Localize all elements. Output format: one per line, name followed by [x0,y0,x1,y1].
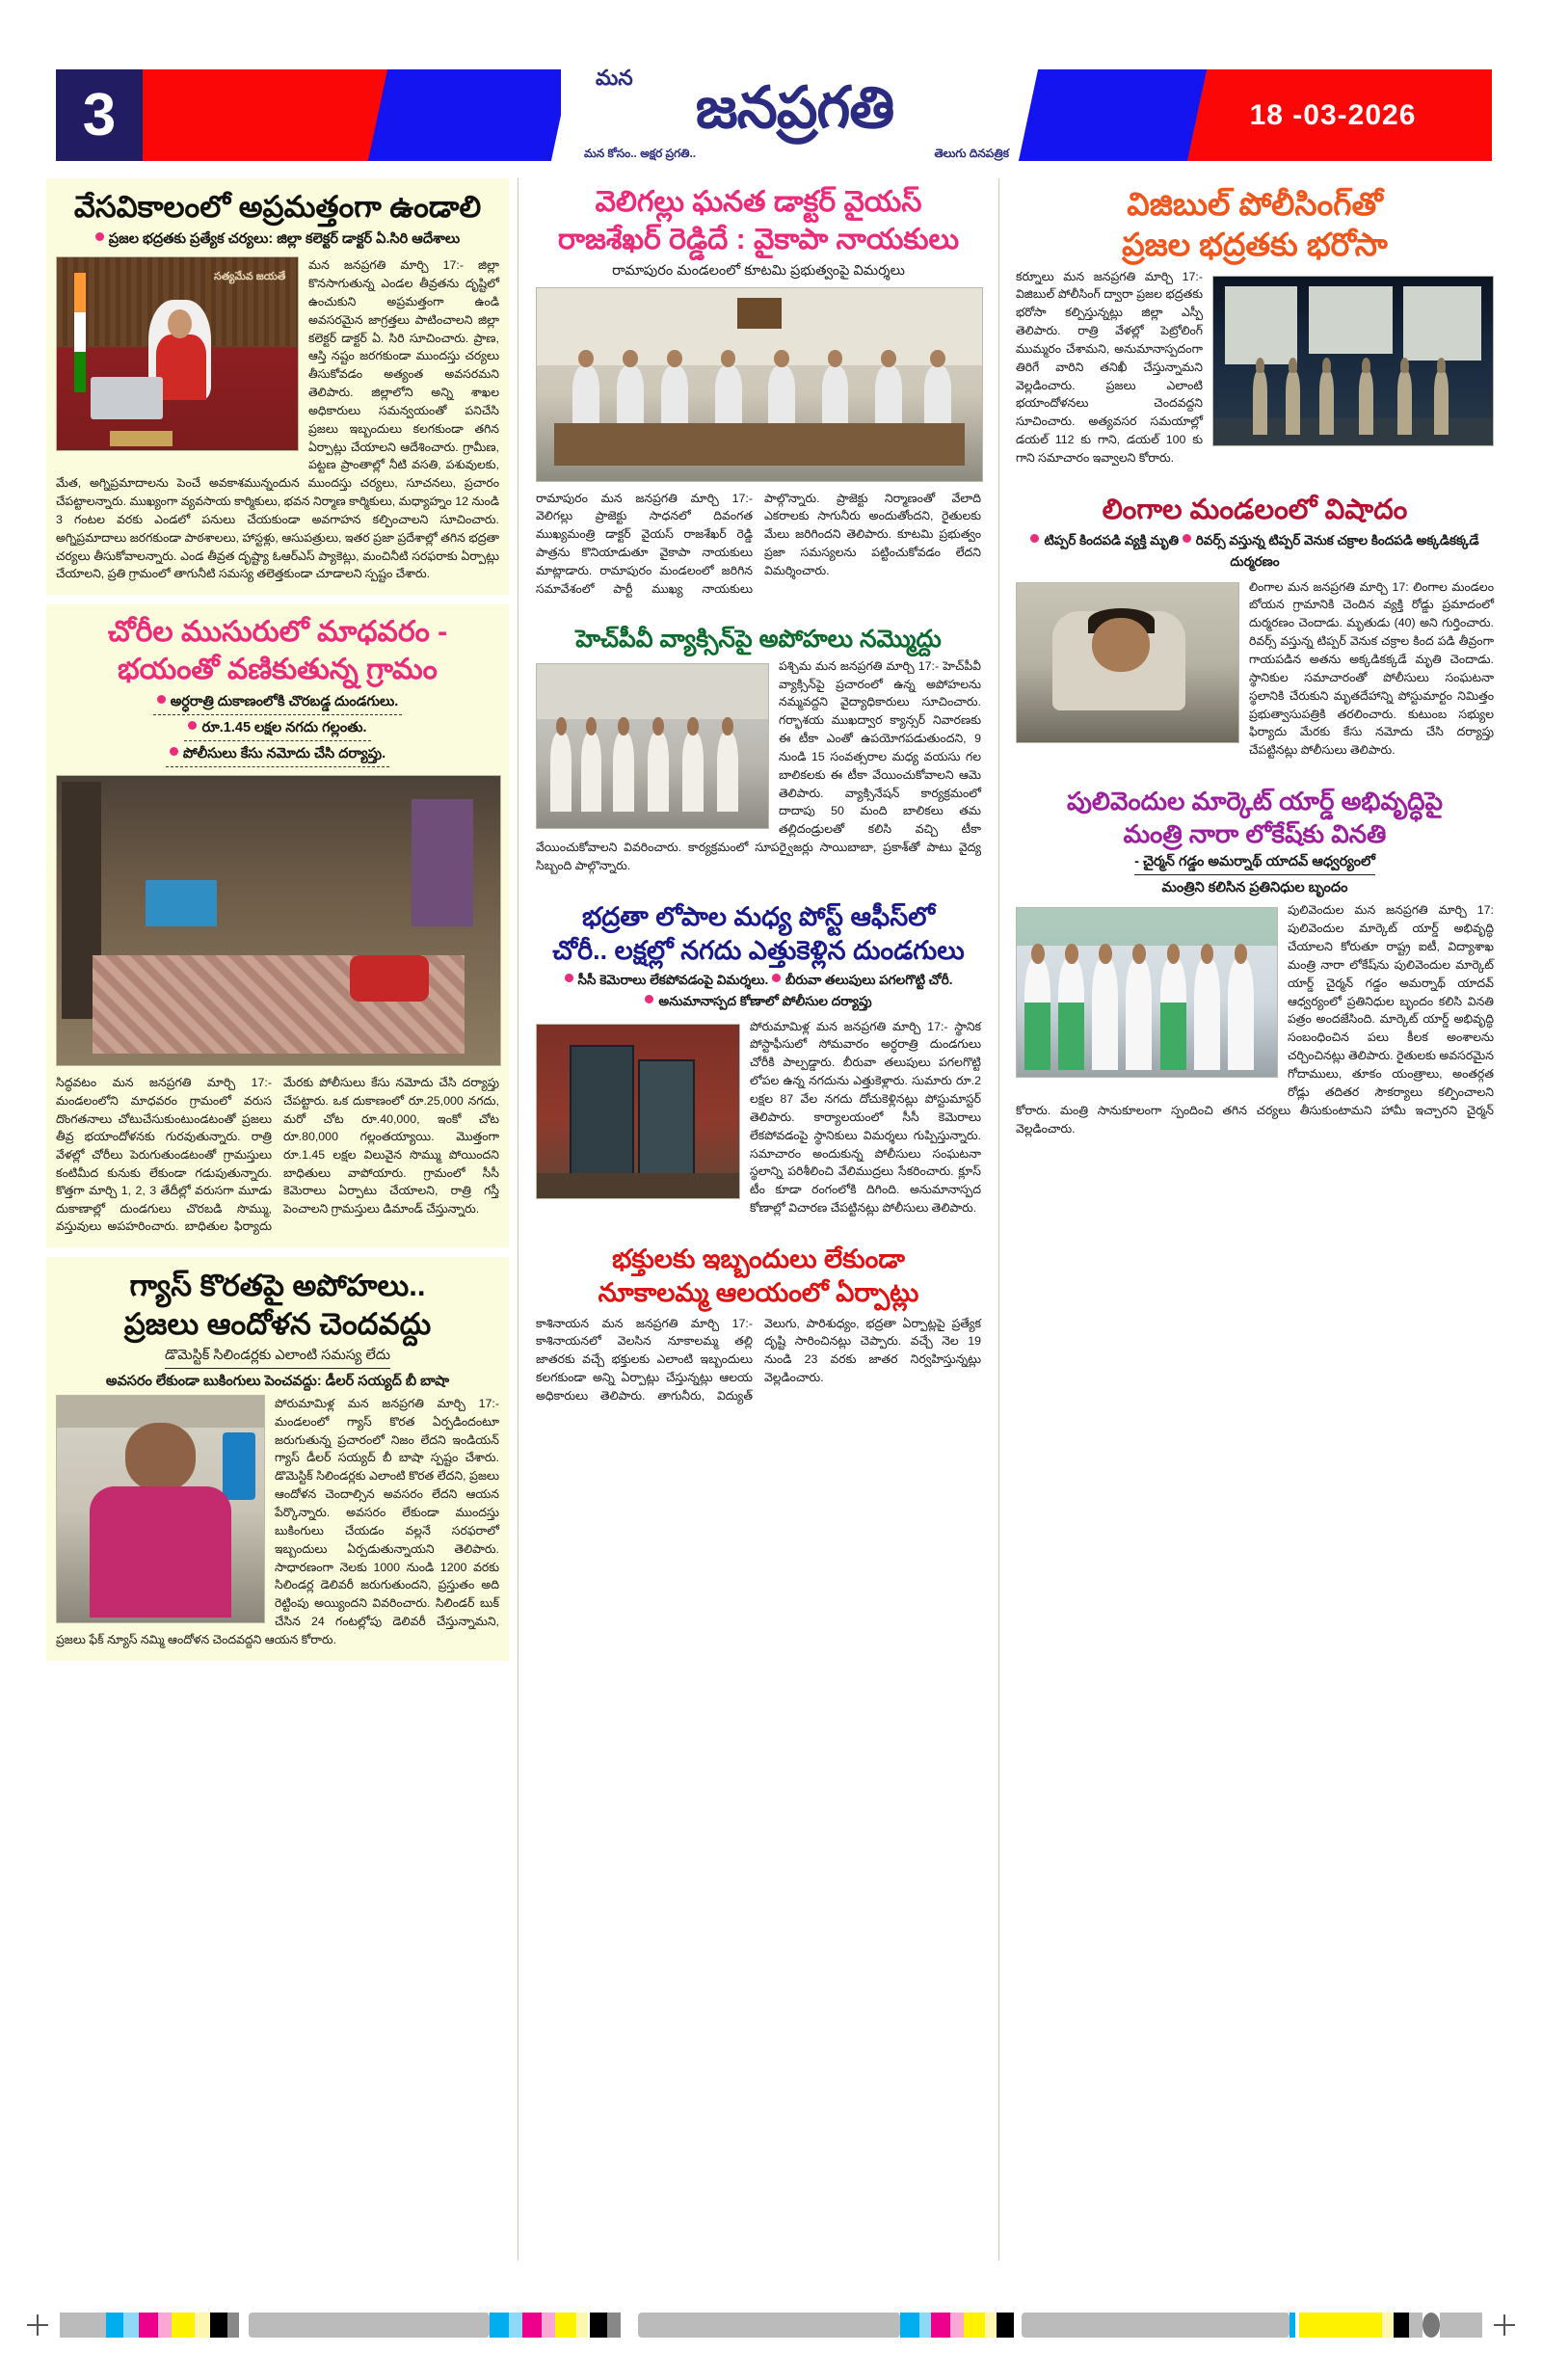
reg-swatch-black [1394,2313,1409,2338]
headline-gas-line2: ప్రజలు ఆందోళన చెందవద్దు [123,1306,432,1341]
reg-swatch-black [997,2313,1014,2338]
article-temple [528,1237,989,1415]
color-registration-bar [0,2313,1542,2338]
bullets-theft [56,691,499,770]
headline-post-line1: భద్రతా లోపాల మధ్య పోస్ట్ ఆఫీస్‌లో [582,901,935,931]
headline-market-line2: మంత్రి నారా లోకేష్‌కు వినతి [1123,819,1387,849]
photo-delegate-sash [1058,1003,1084,1070]
bullet-dot-icon [95,232,104,241]
photo-nameplate [110,431,173,446]
body-collector: మన జనప్రగతి మార్చి 17:- జిల్లా కొనసాగుతున్న ఎండల తీవ్రతను దృష్టిలో ఉంచుకుని అప్రమత్తంగా ఉండి అవసరమైన జాగ్రత్తలు పాటించాలని జిల్లా కలెక్టర్ డాక్టర్ ఏ. సిరి సూచించారు. ప్రాణ, ఆస్తి నష్టం జరగకుండా ముందస్తు చర్యలు తీసుకోవడం అత్యంత అవసరమని తెలిపారు. జిల్లాలోని అన్ని శాఖల అధికారులు సమన్వయంతో పనిచేసి ప్రజలు ఇబ్బందులు కలగకుండా తగిన ఏర్పాట్లు చేయాలని ఆదేశించారు. గ్రామీణ, పట్టణ ప్రాంతాల్లో నీటి వసతి, పశువులకు, మేత, అగ్నిప్రమాదాలను పెంచే అవకాశమున్నందున ముందస్తు చర్యలు, సూచనలు, ప్రచారం చేపట్టాలన్నారు. ముఖ్యంగా వ్యవసాయ కార్మికులు, భవన నిర్మాణ కార్మికులు, మధ్యాహ్నం 12 నుండి 3 గంటల వరకు ఎండలో పనులు చేయకుండా అవగాహన కల్పించాలని సూచించారు. అగ్నిప్రమాదాలు జరగకుండా పాఠశాలలు, హాస్టళ్లు, ఆసుపత్రులు, ఇతర ప్రజా ప్రదేశాల్లో తగిన భద్రతా చర్యలు తీసుకోవాలన్నారు. ఎండ తీవ్రత దృష్ట్యా ఓఆర్ఎస్ ప్యాకెట్లు, మంచినీటి సరఫరాకు ఏర్పాట్లు చేయాలని, ప్రతి గ్రామంలో తాగునీటి సమస్య తలెత్తకుండా చూడాలని స్పష్టం చేశారు. [56,258,499,581]
photo-portrait-frame [737,298,782,329]
bullet-post-1-text: బీరువా తలుపులు పగలగొట్టి చోరీ. [785,973,953,988]
photo-vaccination-camp [536,663,769,829]
photo-night-patrol [1212,276,1494,446]
bullet-theft-1 [184,717,370,741]
article-gas [46,1257,509,1661]
reg-swatch-magenta [139,2313,158,2338]
bullet-lingala-0-text: టిప్పర్ కిందపడి వ్యక్తి మృతి [1044,533,1180,548]
photo-attendee [768,365,795,423]
masthead-red-band-left [143,69,403,161]
photo-attendee [875,365,902,423]
newspaper-title: జనప్రగతి [695,75,894,140]
reg-swatch-gray-tint [607,2313,621,2338]
photo-police-officer [1434,371,1449,436]
body-temple: కాశినాయన మన జనప్రగతి మార్చి 17:- కాశినాయనలో వెలసిన నూకాలమ్మ తల్లి జాతరకు వచ్చే భక్తులకు ఎలాంటి ఇబ్బందులు కలగకుండా అన్ని ఏర్పాట్లు చేస్తున్నట్లు ఆలయ అధికారులు తెలిపారు. తాగునీరు, విద్యుత్ వెలుగు, పారిశుధ్యం, భద్రతా ఏర్పాట్లపై ప్రత్యేక దృష్టి సారించినట్లు చెప్పారు. వచ్చే నెల 19 నుండి 23 వరకు జాతర నిర్వహిస్తున్నట్లు వెల్లడించారు. [536,1316,981,1403]
reg-swatch-light-magenta [158,2313,172,2338]
gas-cylinder-icon [223,1432,255,1501]
headline-hpv: హెచ్‌పీవీ వ్యాక్సిన్‌పై అపోహలు నమ్మొద్దు [575,625,942,653]
photo-attendee [617,365,644,423]
bullet-collector-text: ప్రజల భద్రతకు ప్రత్యేక చర్యలు: జిల్లా కలెక్టర్ డాక్టర్ ఏ.సిరి ఆదేశాలు [108,230,461,247]
headline-market-line1: పులివెందుల మార్కెట్ యార్డ్ అభివృద్ధిపై [1066,787,1444,816]
reg-swatch-yellow [172,2313,195,2338]
masthead-date-band [1174,69,1492,161]
bullet-post-0-text: సీసీ కెమెరాలు లేకపోవడంపై విమర్శలు. [577,973,769,988]
body-velagallu: రామాపురం మన జనప్రగతి మార్చి 17:- వెలిగల్లు ప్రాజెక్టు సాధనలో దివంగత ముఖ్యమంత్రి డాక్టర్ వైయస్ రాజశేఖర్ రెడ్డి పాత్రను కొనియాడుతూ వైకాపా నాయకులు మాట్లాడారు. రామాపురం మండలంలో జరిగిన సమావేశంలో పార్టీ ముఖ్య నాయకులు పాల్గొన్నారు. ప్రాజెక్టు నిర్మాణంతో వేలాది ఎకరాలకు సాగునీరు అందుతోందని, రైతులకు మేలు జరిగిందని తెలిపారు. కూటమి ప్రభుత్వం ప్రజా సమస్యలను పట్టించుకోవడం లేదని విమర్శించారు. [536,491,981,596]
bullet-post-2-text: అనుమానాస్పద కోణాలో పోలీసుల దర్యాప్తు [658,994,872,1009]
column-divider-2 [998,178,999,2260]
subhead-gas-1-text: డొమెస్టిక్ సిలిండర్లకు ఎలాంటి సమస్య లేదు [165,1346,390,1369]
headline-post-line2: చోరీ.. లక్షల్లో నగదు ఎత్తుకెళ్లిన దుండగులు [552,936,965,966]
article-collector [46,178,509,595]
masthead-logo [561,66,1028,161]
bullet-dot-icon [1183,534,1191,543]
photo-gas-dealer [56,1395,265,1623]
page-number: 3 [82,81,117,148]
headline-velagallu-line1: వెలిగల్లు ఘనత డాక్టర్ వైయస్ [595,186,922,218]
reg-bar-gray-1 [249,2313,490,2338]
photo-person [550,733,572,812]
logo-prefix: మన [596,66,633,90]
article-velagallu [528,178,989,608]
body-lingala: లింగాల మన జనప్రగతి మార్చి 17: లింగాల మండలం బోయన గ్రామానికి చెందిన వ్యక్తి రోడ్డు ప్రమాదంలో దుర్మరణం చెందాడు. మృతుడు (40) అని గుర్తించారు. రివర్స్ వస్తున్న టిప్పర్ వెనుక చక్రాల కింద పడి తీవ్రంగా గాయపడిన అతను అక్కడికక్కడే మృతి చెందాడు. స్థానికుల సమాచారంతో పోలీసులు సంఘటనా స్థలానికి చేరుకుని మృతదేహాన్ని పోస్టుమార్టం నిమిత్తం ప్రభుత్వాసుపత్రికి తరలించారు. కుటుంబ సభ్యుల ఫిర్యాదు మేరకు కేసు నమోదు చేసి దర్యాప్తు చేపట్టినట్లు పోలీసులు తెలిపారు. [1249,579,1494,758]
headline-collector: వేసవికాలంలో అప్రమత్తంగా ఉండాలి [73,190,482,224]
bullet-dot-icon [772,974,781,982]
photo-person [682,733,704,812]
photo-building [1225,286,1297,364]
reg-swatch-light-yellow [985,2313,997,2338]
article-visible-policing [1008,178,1502,477]
bullets-lingala [1016,530,1494,572]
article-theft [46,604,509,1247]
reg-swatch-yellow [964,2313,985,2338]
headline-theft-line2: భయంతో వణికుతున్న గ్రామం [118,654,438,686]
photo-police-officer [1319,371,1334,436]
body-post-office: పోరుమామిళ్ల మన జనప్రగతి మార్చి 17:- స్థానిక పోస్టాఫీసులో సోమవారం అర్ధరాత్రి దుండగులు చోరీకి పాల్పడ్డారు. బీరువా తలుపులు పగలగొట్టి లోపల ఉన్న నగదును ఎత్తుకెళ్లారు. సుమారు రూ.2 లక్షల 87 వేల నగదు దోచుకెళ్లినట్లు పోస్టుమాస్టర్ తెలిపారు. కార్యాలయంలో సీసీ కెమెరాలు లేకపోవడంపై స్థానికులు విమర్శలు గుప్పిస్తున్నారు. సమాచారం అందుకున్న పోలీసులు సంఘటనా స్థలాన్ని పరిశీలించి వేలిముద్రలు సేకరించారు. క్లూస్ టీం కూడా రంగంలోకి దిగింది. అనుమానాస్పద కోణాల్లో విచారణ చేపట్టినట్లు పోలీసులు తెలిపారు. [750,1019,981,1216]
reg-swatch-light-yellow [1382,2313,1394,2338]
bullet-theft-0 [153,691,403,715]
body-visible-policing: కర్నూలు మన జనప్రగతి మార్చి 17:- విజిబుల్ పోలీసింగ్ ద్వారా ప్రజల భద్రతకు భరోసా కల్పిస్తున్నట్లు జిల్లా ఎస్పీ తెలిపారు. రాత్రి వేళల్లో పెట్రోలింగ్ ముమ్మరం చేశామని, అనుమానాస్పదంగా తిరిగే వారిని తనిఖీ చేస్తున్నామని వెల్లడించారు. ప్రజలు ఎలాంటి భయాందోళనలు చెందవద్దని సూచించారు. అత్యవసర సమయాల్లో డయల్ 112 కు గాని, డయల్ 100 కు గాని సమాచారం ఇవ్వాలని కోరారు. [1016,269,1203,465]
subhead-velagallu: రామాపురం మండలంలో కూటమి ప్రభుత్వంపై విమర్శలు [612,262,905,279]
reg-swatch-gray [1409,2313,1422,2338]
bullet-dot-icon [1030,534,1039,543]
reg-swatch-light-cyan [123,2313,139,2338]
subhead-gas-2: అవసరం లేకుండా బుకింగులు పెంచవద్దు: డీలర్ సయ్యద్ బీ బాషా [105,1373,450,1389]
reg-swatch-cyan [1289,2313,1295,2338]
photo-delegate-sash [1024,1003,1050,1070]
bullet-collector [56,228,499,251]
article-post-office [528,895,989,1227]
reg-swatch-light-cyan [919,2313,931,2338]
photo-ransacked-room [56,775,501,1066]
photo-attendee [822,365,849,423]
reg-swatch-light-cyan [509,2313,522,2338]
page-number-badge [56,69,143,161]
photo-person [648,733,669,812]
reg-swatch-light-yellow [195,2313,210,2338]
headline-gas-line1: గ్యాస్ కొరతపై అపోహలు.. [129,1268,426,1302]
reg-swatch-yellow [555,2313,576,2338]
photo-meeting-hall [536,287,983,482]
headline-temple-line1: భక్తులకు ఇబ్బందులు లేకుండా [612,1243,905,1273]
photo-attendee [661,365,688,423]
article-hpv [528,618,989,885]
photo-person-body [156,334,207,400]
photo-table [554,423,964,466]
headline-policing-line2: ప్రజల భద్రతకు భరోసా [1122,227,1388,263]
reg-swatch-cyan [900,2313,919,2338]
photo-person [717,733,738,812]
reg-swatch-magenta [931,2313,950,2338]
reg-dot-target-icon [1422,2313,1440,2338]
headline-policing-line1: విజిబుల్ పోలీసింగ్‌తో [1127,186,1383,222]
photo-person-head [125,1423,196,1491]
reg-swatch-cyan [106,2313,123,2338]
photo-delegate [1126,959,1152,1071]
left-column [46,178,509,1671]
reg-swatch-light-yellow [576,2313,588,2338]
publication-date: 18 -03-2026 [1249,98,1417,131]
photo-police-officer [1286,371,1300,436]
photo-satyameva-text: సత్యమేవ జయతే [213,271,286,283]
reg-bar-gray-4 [1440,2313,1482,2338]
photo-backdrop [1017,908,1277,946]
reg-swatch-light-magenta [542,2313,555,2338]
reg-swatch-gray-tint [227,2313,239,2338]
reg-bar-gray-3 [1022,2313,1289,2338]
photo-clothes [412,799,473,926]
photo-district-collector [56,256,299,451]
photo-accident-victim [1016,582,1239,743]
logo-tagline-right: తెలుగు దినపత్రిక [934,147,1009,160]
photo-attendee [924,365,951,423]
bullet-dot-icon [565,974,573,982]
bullet-theft-2 [166,743,389,767]
photo-post-office-safe [536,1024,740,1199]
photo-floor [537,1173,739,1197]
bullet-theft-0-text: అర్ధరాత్రి దుకాణంలోకి చొరబడ్డ దుండగులు. [170,693,399,709]
photo-attendee [572,365,599,423]
photo-delegate [1228,959,1254,1071]
photo-person [613,733,634,812]
body-gas: పోరుమామిళ్ల మన జనప్రగతి మార్చి 17:- మండలంలో గ్యాస్ కొరత ఏర్పడిందంటూ జరుగుతున్న ప్రచారంలో నిజం లేదని ఇండియన్ గ్యాస్ డీలర్ సయ్యద్ బీ బాషా స్పష్టం చేశారు. డొమెస్టిక్ సిలిండర్లకు ఎలాంటి కొరత లేదని, ప్రజలు ఆందోళన చెందాల్సిన అవసరం లేదని ఆయన పేర్కొన్నారు. అవసరం లేకుండా ముందస్తు బుకింగులు చేయడం వల్లనే సరఫరాలో ఇబ్బందులు ఏర్పడుతున్నాయని తెలిపారు. సాధారణంగా నెలకు 1000 నుండి 1200 వరకు సిలిండర్ల డెలివరీ జరుగుతుందని, ప్రస్తుతం అది రెట్టింపు అయ్యిందని వివరించారు. సిలిండర్ బుక్ చేసిన 24 గంటల్లోపు డెలివరీ చేస్తున్నామని, ప్రజలు ఫేక్ న్యూస్ నమ్మి ఆందోళన చెందవద్దని ఆయన కోరారు. [56,1396,499,1646]
bullet-lingala-1-text: రివర్స్ వస్తున్న టిప్పర్ వెనుక చక్రాల కిందపడి అక్కడికక్కడే దుర్మరణం [1195,533,1479,570]
masthead-blue-band-right [1019,69,1207,161]
bullet-dot-icon [645,995,653,1003]
headline-theft-line1: చోరీల ముసురులో మాధవరం - [107,616,448,649]
reg-swatch-black [590,2313,607,2338]
masthead-blue-band-left [368,69,571,161]
reg-swatch-black [210,2313,227,2338]
photo-attendee [715,365,742,423]
subhead-market-1 [1016,852,1494,875]
photo-pillow [350,955,430,1002]
reg-bar-yellow [1299,2313,1382,2338]
photo-steel-cabinet [570,1045,634,1181]
bullet-dot-icon [188,721,197,730]
photo-person [581,733,602,812]
photo-building [1309,286,1393,354]
reg-swatch-gray [60,2313,106,2338]
photo-police-officer [1359,371,1373,436]
bullets-post [536,970,981,1011]
photo-police-officer [1397,371,1412,436]
middle-column [528,178,989,1425]
reg-bar-gray-2 [638,2313,900,2338]
headline-lingala: లింగాల మండలంలో విషాదం [1102,494,1408,525]
bullet-theft-2-text: పోలీసులు కేసు నమోదు చేసి దర్యాప్తు. [182,746,386,762]
indian-flag-icon [74,273,87,392]
headline-temple-line2: నూకాలమ్మ ఆలయంలో ఏర్పాట్లు [598,1278,919,1308]
reg-swatch-light-magenta [950,2313,964,2338]
masthead [56,66,1492,161]
body-market-yard: పులివెందుల మన జనప్రగతి మార్చి 17: పులివెందుల మార్కెట్ యార్డ్ అభివృద్ధి చేయాలని కోరుతూ రాష్ట్ర ఐటీ, విద్యాశాఖ మంత్రి నారా లోకేష్‌ను పులివెందుల మార్కెట్ యార్డ్ చైర్మన్ గడ్డం అమర్నాథ్ యాదవ్ ఆధ్వర్యంలో ప్రతినిధుల బృందం కలిసి వినతి పత్రం అందజేసింది. మార్కెట్ యార్డ్ అభివృద్ధి సంబంధించిన పలు కీలక అంశాలను చర్చించినట్లు తెలిపారు. రైతులకు అవసరమైన గోదాములు, తూకం యంత్రాలు, అంతర్గత రోడ్లు తదితర సౌకర్యాలు కల్పించాలని కోరారు. మంత్రి సానుకూలంగా స్పందించి తగిన చర్యలు తీసుకుంటామని హామీ ఇచ్చారని చైర్మన్ వెల్లడించారు. [1016,903,1494,1136]
registration-crossmark-icon [27,2314,48,2336]
photo-building [1403,286,1481,361]
photo-delegation-minister [1016,907,1278,1078]
article-lingala [1008,487,1502,769]
bullet-theft-1-text: రూ.1.45 లక్షల నగదు గల్లంతు. [201,720,367,736]
subhead-market-2: మంత్రిని కలిసిన ప్రతినిధుల బృందం [1161,880,1348,896]
reg-swatch-magenta [522,2313,542,2338]
photo-delegate-sash [1160,1003,1186,1070]
photo-person-torso [90,1486,230,1618]
photo-laptop [91,377,163,419]
subhead-gas-1 [56,1346,499,1369]
reg-swatch-cyan [490,2313,509,2338]
photo-face [1092,618,1150,672]
photo-person-head [168,309,192,338]
article-market-yard [1008,779,1502,1147]
bullet-dot-icon [157,695,166,704]
bullet-dot-icon [170,747,178,756]
page-content [46,178,1502,2280]
photo-delegate [1092,959,1118,1071]
photo-police-officer [1253,371,1267,436]
registration-crossmark-icon [1494,2314,1515,2336]
photo-steel-cabinet-2 [638,1059,695,1181]
photo-delegate [1194,959,1220,1071]
body-hpv: పశ్చిమ మన జనప్రగతి మార్చి 17:- హెచ్‌పీవీ వ్యాక్సిన్‌పై ప్రచారంలో ఉన్న అపోహలను నమ్మవద్దని వైద్యాధికారులు సూచించారు. గర్భాశయ ముఖద్వార క్యాన్సర్ నివారణకు ఈ టీకా ఎంతో ఉపయోగపడుతుందని, 9 నుండి 15 సంవత్సరాల మధ్య వయసు గల బాలికలకు ఈ టీకా వేయించుకోవాలని ఆమె తెలిపారు. వ్యాక్సినేషన్ కార్యక్రమంలో దాదాపు 50 మంది బాలికలు తమ తల్లిదండ్రులతో కలిసి వచ్చి టీకా వేయించుకోవాలని వివరించారు. కార్యక్రమంలో సూపర్వైజర్లు సాయిబాబా, ప్రకాశ్‌తో పాటు వైద్య సిబ్బంది పాల్గొన్నారు. [536,658,981,872]
subhead-market-1-text: - చైర్మన్ గడ్డం అమర్నాథ్ యాదవ్ ఆధ్వర్యంలో [1134,852,1375,875]
photo-wall [537,664,768,720]
photo-blue-box [146,880,217,926]
right-column [1008,178,1502,1157]
logo-tagline-left: మన కోసం.. అక్షర ప్రగతి.. [584,147,697,160]
headline-velagallu-line2: రాజశేఖర్ రెడ్డిదే : వైకాపా నాయకులు [557,223,960,255]
caption-theft: సిద్ధవటం మన జనప్రగతి మార్చి 17:- మండలంలోని మాధవరం గ్రామంలో వరుస దొంగతనాలు చోటుచేసుకుంటుండటంతో ప్రజలు తీవ్ర భయాందోళనకు గురవుతున్నారు. రాత్రి వేళల్లో చోరీలు పెరుగుతుండటంతో గ్రామస్తులు కంటిమీద కునుకు లేకుండా గడుపుతున్నారు. కొత్తగా మార్చి 1, 2, 3 తేదీల్లో వరుసగా మూడు దుకాణాల్లో దుండగులు చొరబడి సొమ్ము, వస్తువులు అపహరించారు. బాధితుల ఫిర్యాదు మేరకు పోలీసులు కేసు నమోదు చేసి దర్యాప్తు చేపట్టారు. ఒక దుకాణంలో రూ.25,000 నగదు, మరో చోట రూ.40,000, ఇంకో చోట రూ.80,000 గల్లంతయ్యాయి. మొత్తంగా రూ.1.45 లక్షల విలువైన సొమ్ము పోయిందని బాధితులు వాపోయారు. గ్రామంలో సీసీ కెమెరాలు ఏర్పాటు చేయాలని, రాత్రి గస్తీ పెంచాలని గ్రామస్తులు డిమాండ్ చేస్తున్నారు. [56,1076,499,1234]
